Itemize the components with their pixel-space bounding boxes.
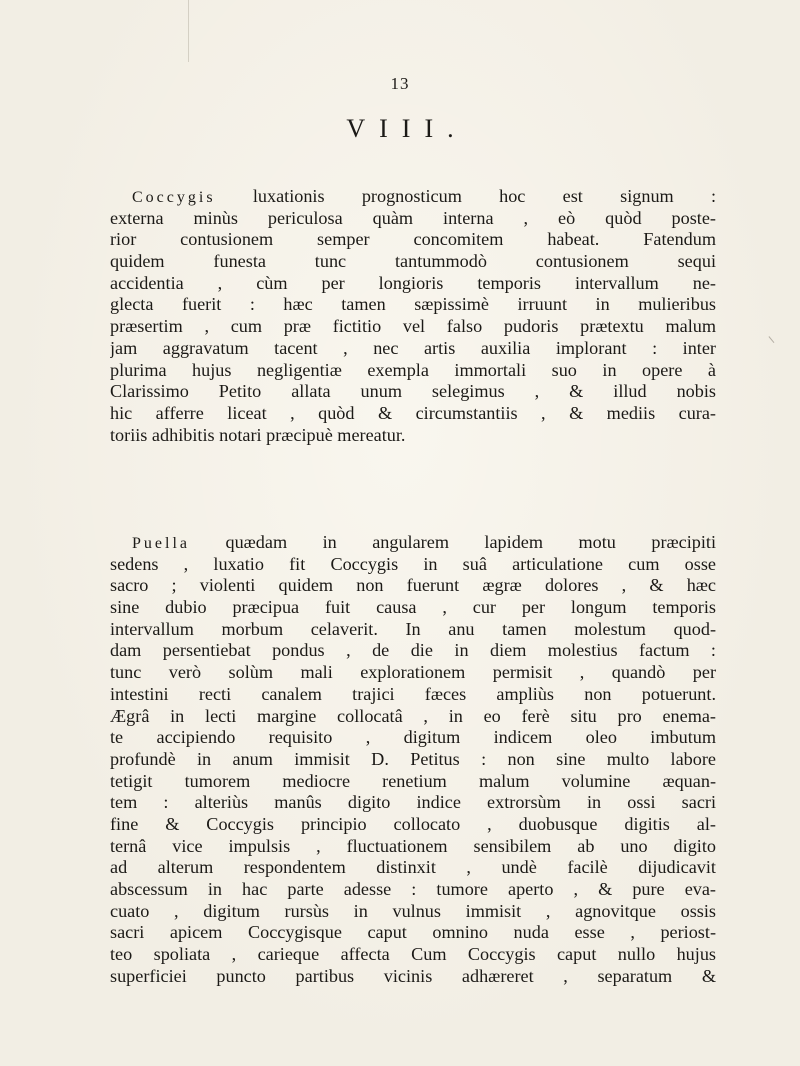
text-line: jam aggravatum tacent , nec artis auxilia implorant : inter xyxy=(110,337,716,358)
text-line: præsertim , cum præ fictitio vel falso pudoris prætextu malum xyxy=(110,316,716,337)
text-line: hic afferre liceat , quòd & circumstantiis , & mediis cura- xyxy=(110,402,716,423)
text-line: fine & Coccygis principio collocato , duobusque digitis al- xyxy=(110,813,716,834)
text-line: teo spoliata , carieque affecta Cum Coccygis caput nullo hujus xyxy=(110,944,716,965)
paper-crease-mark xyxy=(188,0,189,62)
text-line: Ægrâ in lecti margine collocatâ , in eo ferè situ pro enema- xyxy=(110,705,716,726)
text-line: te accipiendo requisito , digitum indicem oleo imbutum xyxy=(110,727,716,748)
text-line: cuato , digitum rursùs in vulnus immisit , agnovitque ossis xyxy=(110,900,716,921)
text-line: ad alterum respondentem distinxit , undè facilè dijudicavit xyxy=(110,857,716,878)
text-line: tem : alteriùs manûs digito indice extrorsùm in ossi sacri xyxy=(110,792,716,813)
text-line: tunc verò solùm mali explorationem permisit , quandò per xyxy=(110,662,716,683)
text-line: sacri apicem Coccygisque caput omnino nuda esse , periost- xyxy=(110,922,716,943)
text-line: plurima hujus negligentiæ exempla immortali suo in opere à xyxy=(110,359,716,380)
text-line: Puella quædam in angularem lapidem motu præcipiti xyxy=(132,532,716,552)
text-line: sine dubio præcipua fuit causa , cur per longum temporis xyxy=(110,597,716,618)
text-line: accidentia , cùm per longioris temporis intervallum ne- xyxy=(110,272,716,293)
page-number: 13 xyxy=(390,74,410,93)
margin-mark xyxy=(768,331,780,343)
text-line: dam persentiebat pondus , de die in diem molestius factum : xyxy=(110,640,716,661)
text-line: Coccygis luxationis prognosticum hoc est signum : xyxy=(132,186,716,206)
text-line: quidem funesta tunc tantummodò contusionem sequi xyxy=(110,251,716,272)
text-line: tetigit tumorem mediocre renetium malum volumine æquan- xyxy=(110,770,716,791)
text-line: profundè in anum immisit D. Petitus : non sine multo labore xyxy=(110,748,716,769)
section-heading: VIII. xyxy=(346,114,468,143)
text-line: toriis adhibitis notari præcipuè mereatur. xyxy=(110,424,406,445)
text-line: sacro ; violenti quidem non fuerunt ægræ dolores , & hæc xyxy=(110,575,716,596)
text-line: intestini recti canalem trajici fæces ampliùs non potuerunt. xyxy=(110,683,716,704)
lead-word: Puella xyxy=(132,535,190,552)
text-line: sedens , luxatio fit Coccygis in suâ articulatione cum osse xyxy=(110,553,716,574)
paragraph-puella xyxy=(110,532,716,987)
text-line: Clarissimo Petito allata unum selegimus , & illud nobis xyxy=(110,381,716,402)
text-line: externa minùs periculosa quàm interna , eò quòd poste- xyxy=(110,207,716,228)
text-line: superficiei puncto partibus vicinis adhæreret , separatum & xyxy=(110,965,716,986)
lead-word: Coccygis xyxy=(132,189,216,206)
text-line: rior contusionem semper concomitem habeat. Fatendum xyxy=(110,229,716,250)
text-line: intervallum morbum celaverit. In anu tamen molestum quod- xyxy=(110,618,716,639)
text-line: ternâ vice impulsis , fluctuationem sensibilem ab uno digito xyxy=(110,835,716,856)
text-line: glecta fuerit : hæc tamen sæpissimè irruunt in mulieribus xyxy=(110,294,716,315)
paragraph-coccygis xyxy=(110,186,716,446)
text-line: abscessum in hac parte adesse : tumore aperto , & pure eva- xyxy=(110,879,716,899)
